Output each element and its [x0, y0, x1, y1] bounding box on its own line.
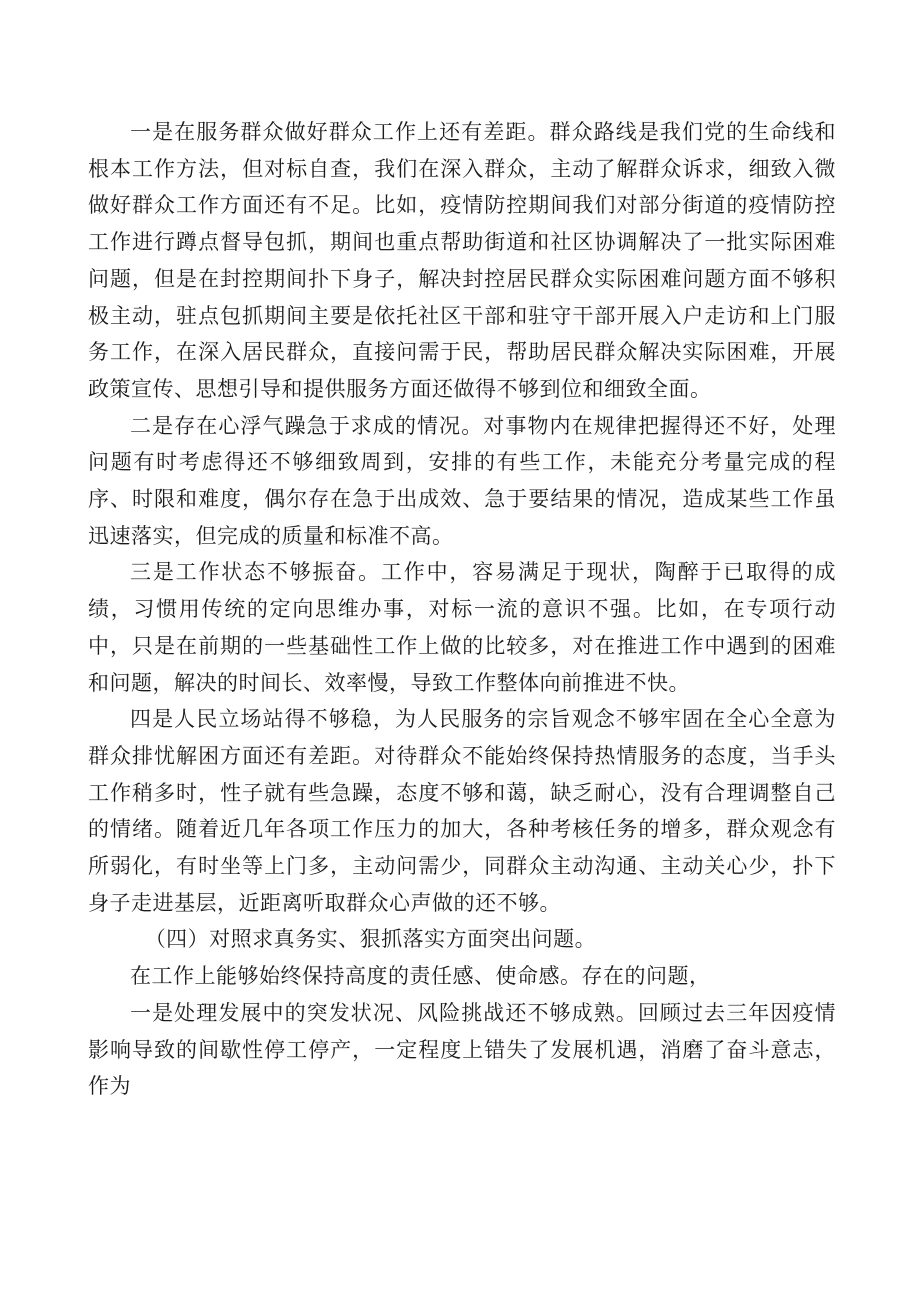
paragraph-risk-handling: 一是处理发展中的突发状况、风险挑战还不够成熟。回顾过去三年因疫情影响导致的间歇性停工停产，一定程度上错失了发展机遇，消磨了奋斗意志，作为	[88, 1000, 836, 1099]
paragraph-impatience: 二是存在心浮气躁急于求成的情况。对事物内在规律把握得还不好，处理问题有时考虑得还不够细致周到，安排的有些工作，未能充分考量完成的程序、时限和难度，偶尔存在急于出成效、急于要结果的情况，造成某些工作虽迅速落实，但完成的质量和标准不高。	[88, 413, 836, 548]
paragraph-people-stance: 四是人民立场站得不够稳，为人民服务的宗旨观念不够牢固在全心全意为群众排忧解困方面还有差距。对待群众不能始终保持热情服务的态度，当手头工作稍多时，性子就有些急躁，态度不够和蔼，缺乏耐心，没有合理调整自己的情绪。随着近几年各项工作压力的加大，各种考核任务的增多，群众观念有所弱化，有时坐等上门多，主动问需少，同群众主动沟通、主动关心少，扑下身子走进基层，近距离听取群众心声做的还不够。	[88, 707, 836, 915]
paragraph-service-gap: 一是在服务群众做好群众工作上还有差距。群众路线是我们党的生命线和根本工作方法，但对标自查，我们在深入群众，主动了解群众诉求，细致入微做好群众工作方面还有不足。比如，疫情防控期间我们对部分街道的疫情防控工作进行蹲点督导包抓，期间也重点帮助街道和社区协调解决了一批实际困难问题，但是在封控期间扑下身子，解决封控居民群众实际困难问题方面不够积极主动，驻点包抓期间主要是依托社区干部和驻守干部开展入户走访和上门服务工作，在深入居民群众，直接问需于民，帮助居民群众解决实际困难，开展政策宣传、思想引导和提供服务方面还做得不够到位和细致全面。	[88, 120, 836, 401]
document-body	[88, 114, 836, 1105]
paragraph-responsibility: 在工作上能够始终保持高度的责任感、使命感。存在的问题，	[130, 964, 711, 989]
paragraph-work-state: 三是工作状态不够振奋。工作中，容易满足于现状，陶醉于已取得的成绩，习惯用传统的定向思维办事，对标一流的意识不强。比如，在专项行动中，只是在前期的一些基础性工作上做的比较多，对在推进工作中遇到的困难和问题，解决的时间长、效率慢，导致工作整体向前推进不快。	[88, 560, 836, 695]
section-heading: （四）对照求真务实、狠抓落实方面突出问题。	[144, 927, 597, 952]
